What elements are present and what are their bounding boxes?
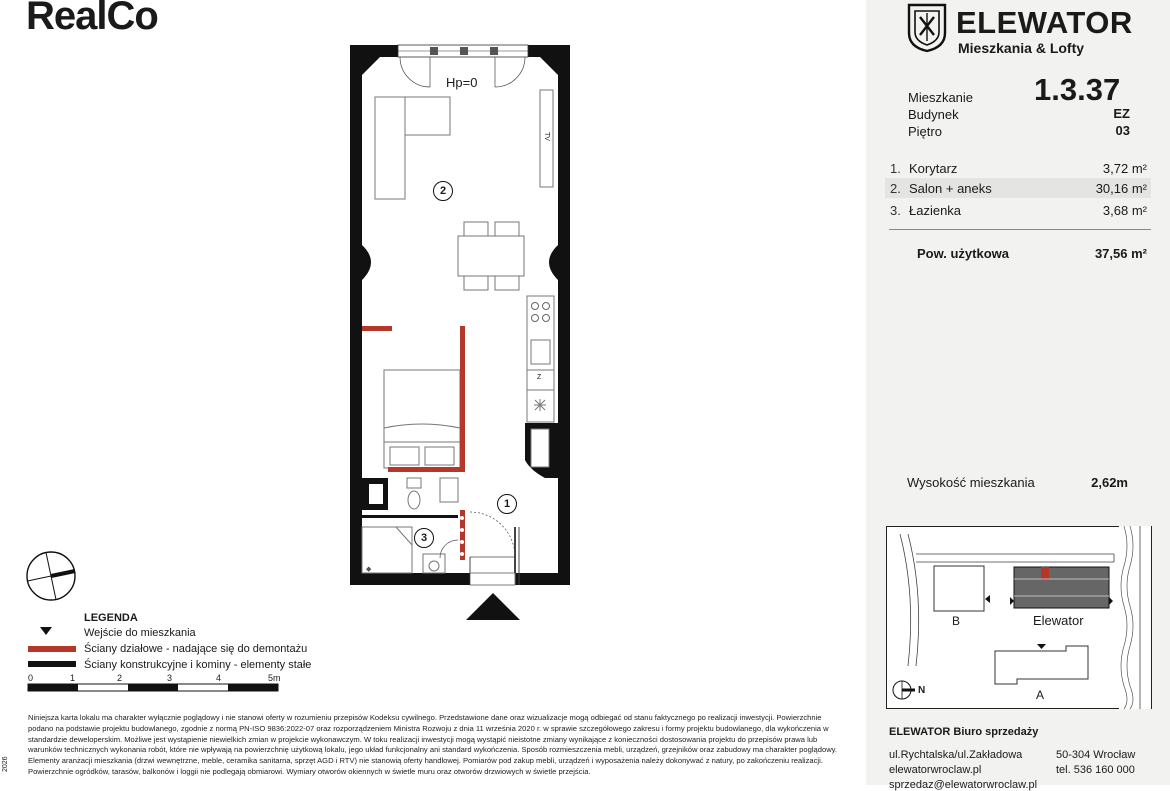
elewator-shield-icon (906, 3, 948, 53)
room-number-1: 1 (497, 494, 517, 514)
unit-label: Mieszkanie (908, 90, 974, 105)
tv-label: TV (542, 132, 550, 141)
map-label-b: B (952, 614, 961, 628)
pilaster-right (549, 245, 558, 280)
legend-structural-symbol (28, 661, 76, 667)
toilet (407, 478, 421, 488)
building-value: EZ (1113, 106, 1130, 121)
office-phone[interactable]: tel. 536 160 000 (1056, 764, 1135, 776)
year-label: 2026 (2, 756, 9, 772)
washbasin (423, 554, 445, 573)
legend-title: LEGENDA (84, 612, 138, 624)
scale-tick: 2 (117, 673, 123, 683)
realco-logo: RealCo (26, 0, 158, 38)
compass (27, 552, 75, 600)
elewator-logo-name: ELEWATOR (956, 5, 1133, 40)
scale-tick: 3 (167, 673, 173, 683)
room-area: 30,16 m² (1095, 181, 1147, 196)
legend-item-partition: Ściany działowe - nadające się do demontażu (84, 643, 308, 655)
elewator-logo-subtitle: Mieszkania & Lofty (958, 40, 1085, 56)
map-label-a: A (1036, 688, 1045, 702)
room-name: Salon + aneks (909, 181, 992, 196)
unit-number: 1.3.37 (1034, 72, 1121, 107)
room-area: 3,68 m² (1102, 203, 1147, 218)
divider (889, 229, 1151, 230)
hp-label: Hp=0 (446, 75, 478, 90)
height-label: Wysokość mieszkania (907, 475, 1035, 490)
total-area-label: Pow. użytkowa (917, 246, 1009, 261)
room-number: 2. (890, 181, 901, 196)
floor-label: Piętro (908, 124, 942, 139)
partition-wall (460, 326, 465, 470)
office-title: ELEWATOR Biuro sprzedaży (889, 726, 1039, 738)
partition-wall (362, 326, 392, 331)
room-name: Korytarz (909, 161, 958, 176)
office-website[interactable]: elewatorwroclaw.pl (889, 764, 982, 776)
disclaimer-text: Niniejsza karta lokalu ma charakter wyłącznie poglądowy i nie stanowi oferty w rozumieniu przepisów Kodeksu cywilnego. Przedstawione dane oraz wizualizacje mogą odbiegać od stanu faktycznego po realizacji inwestycji. Powierzchnie podano na podstawie projektu budowlanego, zgodnie z normą PN-ISO 9836:2022-07 oraz rozporządzeniem Ministra Rozwoju z dnia 11 września 2020 r. w sprawie szczegółowego zakresu i formy projektu budowlanego, dla wykończenia w standardzie deweloperskim. Możliwe jest wystąpienie niewielkich zmian w projekcie wykonawczym. W toku realizacji inwestycji mogą wystąpić nieistotne zmiany wynikające z konieczności dostosowania projektu do przepisów prawa lub warunków technicznych wykonania robót, które nie wpływają na powierzchnię użytkową lokalu, jego układ funkcjonalny ani standard wykończenia. Sposób rozmieszczenia mebli, urządzeń, grzejników oraz zabudowy ma charakter poglądowy. Elementy aranżacji mieszkania (drzwi wewnętrzne, meble, ceramika sanitarna, sprzęt AGD i RTV) nie stanowią oferty handlowej. Pomiarów pod zakup mebli, urządzeń i wyposażenia należy dokonywać z natury, po zakończeniu realizacji. Powierzchnie ogródków, tarasów, balkonów i loggii nie podlegają obmiarowi. Wymiary otworów okiennych w świetle muru oraz otworów drzwiowych w świetle przejścia. (28, 713, 838, 776)
room-number-3: 3 (414, 528, 434, 548)
office-postal: 50-304 Wrocław (1056, 749, 1136, 761)
height-value: 2,62m (1091, 475, 1128, 490)
legend-item-structural: Ściany konstrukcyjne i kominy - elementy stałe (84, 659, 312, 671)
fridge-label: Z (537, 374, 542, 381)
floor-value: 03 (1115, 123, 1130, 138)
partition-wall (388, 467, 465, 472)
map-north-label: N (918, 685, 926, 696)
scale-tick: 5m (268, 673, 281, 683)
scale-tick: 1 (70, 673, 76, 683)
total-area-value: 37,56 m² (1094, 246, 1147, 261)
scale-tick: 4 (216, 673, 222, 683)
legend-entrance-symbol (40, 627, 52, 635)
legend-partition-symbol (28, 646, 76, 652)
room-area: 3,72 m² (1102, 161, 1147, 176)
dining-table (458, 236, 524, 276)
site-map (886, 526, 1152, 709)
svg-text:◆: ◆ (366, 566, 372, 573)
building-label: Budynek (908, 107, 959, 122)
kitchen-sink (531, 340, 550, 364)
room-number-2: 2 (433, 181, 453, 201)
map-label-elewator: Elewator (1033, 613, 1084, 628)
office-email[interactable]: sprzedaz@elewatorwroclaw.pl (889, 779, 1038, 791)
elewator-building (1014, 567, 1109, 608)
room-name: Łazienka (909, 203, 962, 218)
office-address: ul.Rychtalska/ul.Zakładowa (889, 749, 1023, 761)
legend-item-entrance: Wejście do mieszkania (84, 627, 196, 639)
pilaster-left (362, 245, 371, 280)
room-number: 3. (890, 203, 901, 218)
room-number: 1. (890, 161, 901, 176)
scale-tick: 0 (28, 673, 34, 683)
scale-bar (28, 684, 278, 691)
entrance-arrow (466, 593, 520, 620)
